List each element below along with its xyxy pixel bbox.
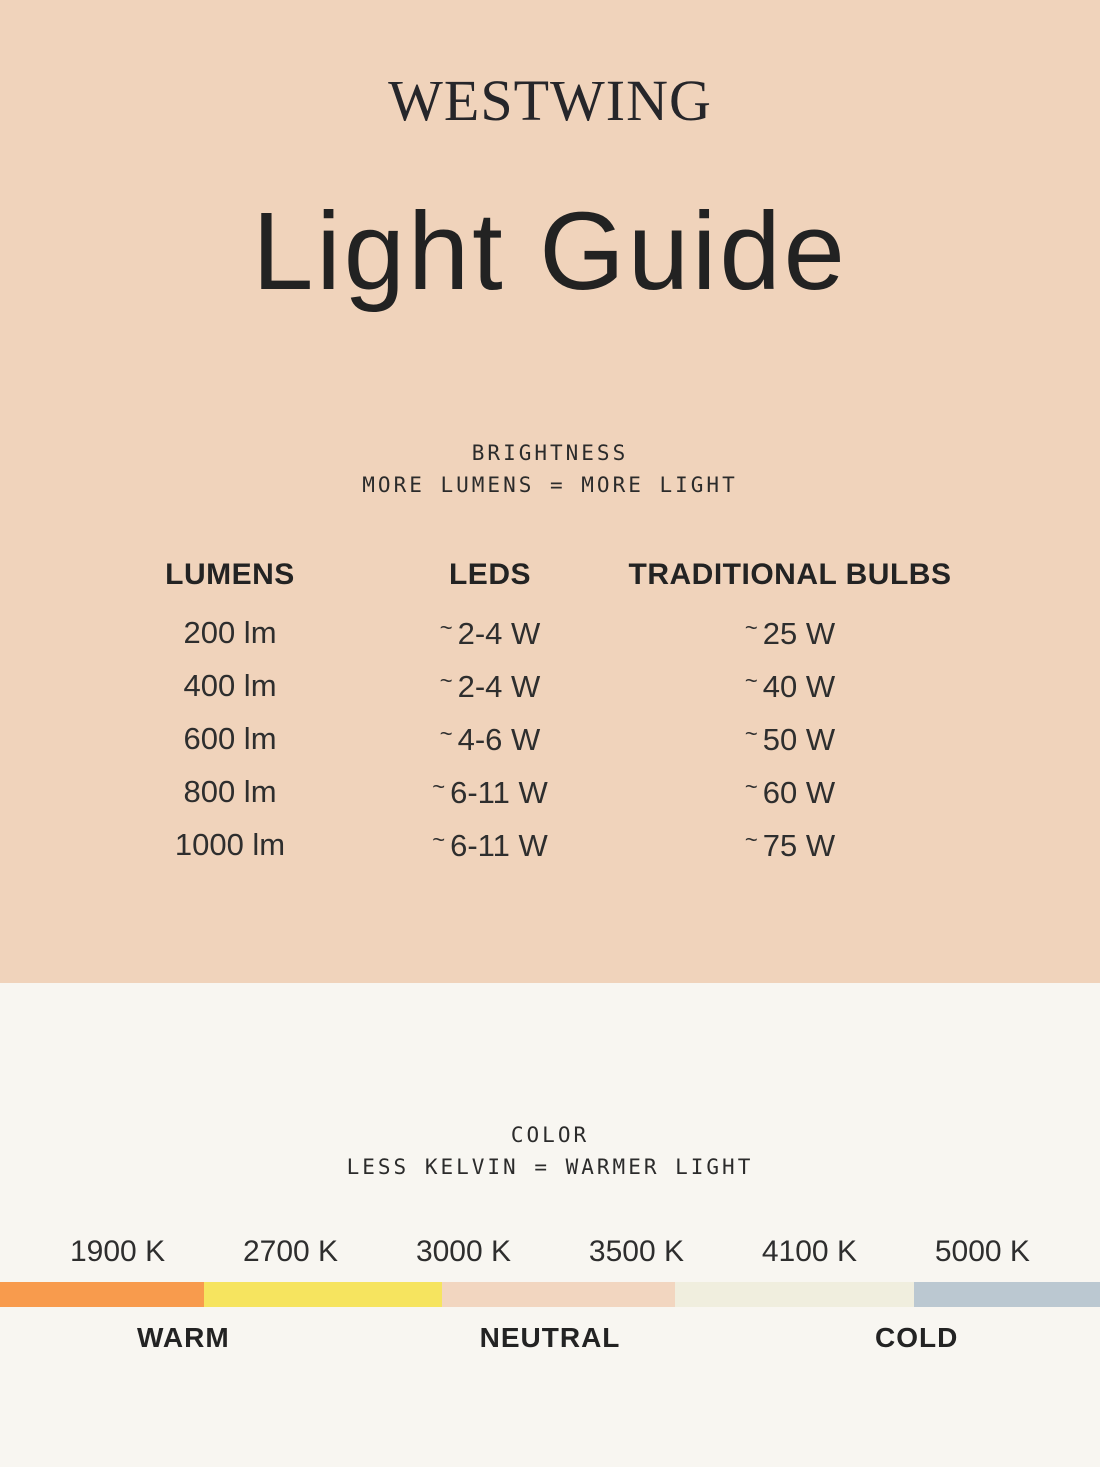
leds-value: ~ 2-4 W — [439, 667, 541, 704]
table-row — [70, 607, 1100, 660]
table-header-row — [70, 555, 1100, 595]
color-heading-block — [0, 983, 1100, 1183]
lumens-value: 600 lm — [183, 721, 277, 756]
traditional-value: ~ 40 W — [744, 667, 836, 704]
lumens-value: 1000 lm — [174, 827, 286, 862]
leds-value: ~ 6-11 W — [432, 826, 548, 863]
column-header-leds: LEDS — [448, 557, 531, 591]
brightness-heading-block — [0, 437, 1100, 501]
leds-value: ~ 2-4 W — [439, 614, 541, 651]
lumens-value: 800 lm — [183, 774, 277, 809]
approx-symbol: ~ — [439, 667, 453, 693]
kelvin-label: 2700 K — [242, 1235, 339, 1268]
table-row — [70, 660, 1100, 713]
page-title: Light Guide — [252, 190, 848, 313]
column-header-traditional-bulbs: TRADITIONAL BULBS — [628, 557, 952, 591]
approx-symbol: ~ — [432, 826, 446, 852]
scale-segment-cold-blue — [914, 1282, 1100, 1307]
color-heading: COLOR — [510, 1123, 590, 1147]
scale-segment-neutral-cream — [675, 1282, 914, 1307]
temperature-label-cold: COLD — [875, 1322, 959, 1353]
table-row — [70, 713, 1100, 766]
lumens-value: 200 lm — [183, 615, 277, 650]
temperature-label-warm: WARM — [137, 1322, 230, 1353]
brightness-subheading: MORE LUMENS = MORE LIGHT — [362, 472, 738, 497]
scale-segment-warm-orange — [0, 1282, 204, 1307]
table-row — [70, 766, 1100, 819]
approx-symbol: ~ — [744, 614, 758, 640]
traditional-value: ~ 25 W — [744, 614, 836, 651]
temperature-label-neutral: NEUTRAL — [479, 1322, 621, 1353]
traditional-value: ~ 60 W — [744, 773, 836, 810]
kelvin-label: 4100 K — [761, 1235, 857, 1268]
leds-value: ~ 4-6 W — [439, 720, 541, 757]
brightness-heading: BRIGHTNESS — [471, 440, 629, 465]
kelvin-scale-labels — [0, 1235, 1100, 1269]
table-row — [70, 819, 1100, 872]
leds-value: ~ 6-11 W — [432, 773, 548, 810]
color-temperature-section — [0, 983, 1100, 1467]
column-header-lumens: LUMENS — [165, 557, 295, 591]
kelvin-label: 3500 K — [588, 1235, 684, 1268]
color-subheading: LESS KELVIN = WARMER LIGHT — [346, 1155, 754, 1179]
scale-segment-neutral-peach — [442, 1282, 675, 1307]
kelvin-label: 3000 K — [415, 1235, 512, 1268]
approx-symbol: ~ — [744, 667, 758, 693]
approx-symbol: ~ — [439, 614, 453, 640]
scale-segment-warm-yellow — [204, 1282, 443, 1307]
lumens-conversion-table — [0, 555, 1100, 872]
approx-symbol: ~ — [432, 773, 446, 799]
lumens-value: 400 lm — [183, 668, 277, 703]
brand-logo: WESTWING — [388, 68, 712, 133]
traditional-value: ~ 50 W — [744, 720, 836, 757]
kelvin-label: 5000 K — [934, 1235, 1030, 1268]
traditional-value: ~ 75 W — [744, 826, 836, 863]
approx-symbol: ~ — [744, 826, 758, 852]
approx-symbol: ~ — [744, 720, 758, 746]
color-temperature-scale-bar — [0, 1282, 1100, 1307]
approx-symbol: ~ — [744, 773, 758, 799]
kelvin-label: 1900 K — [70, 1235, 166, 1268]
approx-symbol: ~ — [439, 720, 453, 746]
temperature-labels-row — [0, 1321, 1100, 1355]
